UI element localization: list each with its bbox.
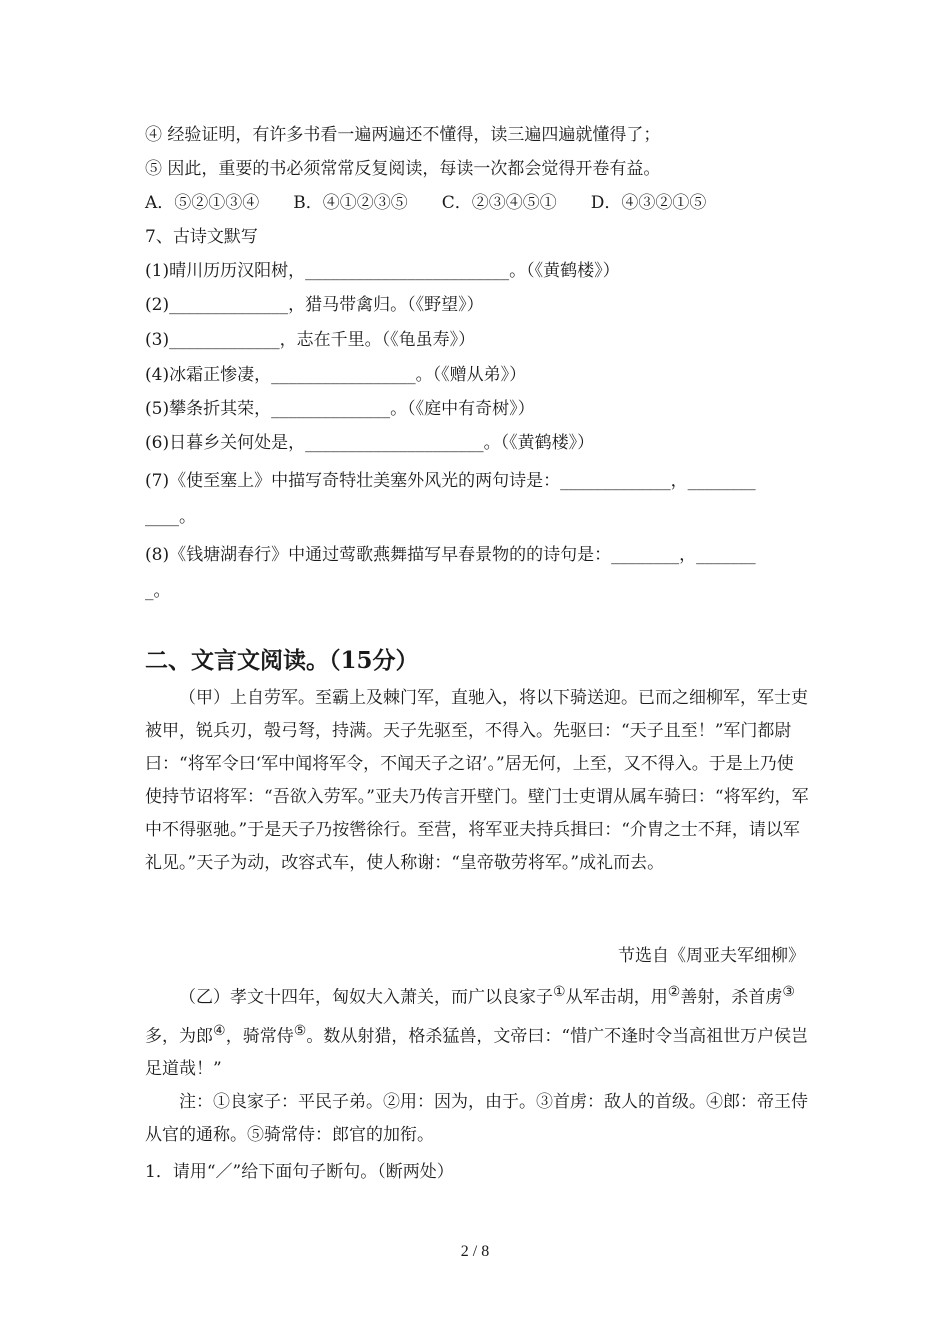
q7-line-6: (6)日暮乡关何处是，_____________________。（《黄鹤楼》） (145, 433, 595, 453)
q7-line-7-cont: ____。 (145, 507, 196, 527)
q7-line-8-cont: _。 (145, 581, 171, 601)
passage-jia-source: 节选自《周亚夫军细柳》 (618, 946, 805, 966)
page-number: 2 / 8 (460, 1243, 490, 1260)
q7-line-3: (3)_____________，志在千里。（《龟虽寿》） (145, 330, 476, 350)
option-c: C．②③④⑤① (441, 193, 557, 213)
q7-line-7: (7)《使至塞上》中描写奇特壮美塞外风光的两句诗是：_____________，________ (145, 471, 756, 491)
passage-jia: （甲）上自劳军。至霸上及棘门军，直驰入，将以下骑送迎。已而之细柳军，军士吏被甲，锐兵刃，彀弓弩，持满。天子先驱至，不得入。先驱曰：“天子且至！”军门都尉曰：“将军令曰‘军中闻将军令，不闻天子之诏’。”居无何，上至，又不得入。于是上乃使使持节诏将军：“吾欲入劳军。”亚夫乃传言开壁门。壁门士吏谓从属车骑曰：“将军约，军中不得驱驰。”于是天子乃按辔徐行。至营，将军亚夫持兵揖曰：“介胄之士不拜，请以军礼见。”天子为动，改容式车，使人称谢：“皇帝敬劳将军。”成礼而去。 (145, 688, 809, 873)
option-d: D．④③②①⑤ (590, 193, 707, 213)
q7-title: 7、古诗文默写 (145, 227, 258, 247)
annotation-note: 注：①良家子：平民子弟。②用：因为，由于。③首虏：敌人的首级。④郎：帝王侍从官的通称。⑤骑常侍：郎官的加衔。 (145, 1092, 808, 1145)
q6-item-5: ⑤ 因此，重要的书必须常常反复阅读，每读一次都会觉得开卷有益。 (145, 159, 661, 179)
option-b: B．④①②③⑤ (293, 193, 408, 213)
q6-options (145, 192, 740, 214)
option-a: A．⑤②①③④ (145, 193, 260, 213)
q7-line-4: (4)冰霜正惨凄，_________________。（《赠从弟》） (145, 365, 527, 385)
q7-line-1: (1)晴川历历汉阳树，________________________。（《黄鹤楼》） (145, 261, 620, 281)
q7-line-5: (5)攀条折其荣，______________。（《庭中有奇树》） (145, 399, 535, 419)
q7-line-2: (2)______________，猎马带禽归。（《野望》） (145, 295, 484, 315)
section-heading: 二、文言文阅读。（15分） (145, 647, 419, 674)
passage-yi: （乙）孝文十四年，匈奴大入萧关，而广以良家子①从军击胡，用②善射，杀首虏③多，为郎④，骑常侍⑤。数从射猎，格杀猛兽，文帝曰：“惜广不逢时令当高祖世万户侯岂足道哉！” (145, 984, 809, 1080)
q6-item-4: ④ 经验证明，有许多书看一遍两遍还不懂得，读三遍四遍就懂得了； (145, 125, 661, 145)
q7-line-8: (8)《钱塘湖春行》中通过莺歌燕舞描写早春景物的的诗句是：________，_______ (145, 545, 756, 565)
question-1: 1．请用“／”给下面句子断句。（断两处） (145, 1162, 454, 1182)
